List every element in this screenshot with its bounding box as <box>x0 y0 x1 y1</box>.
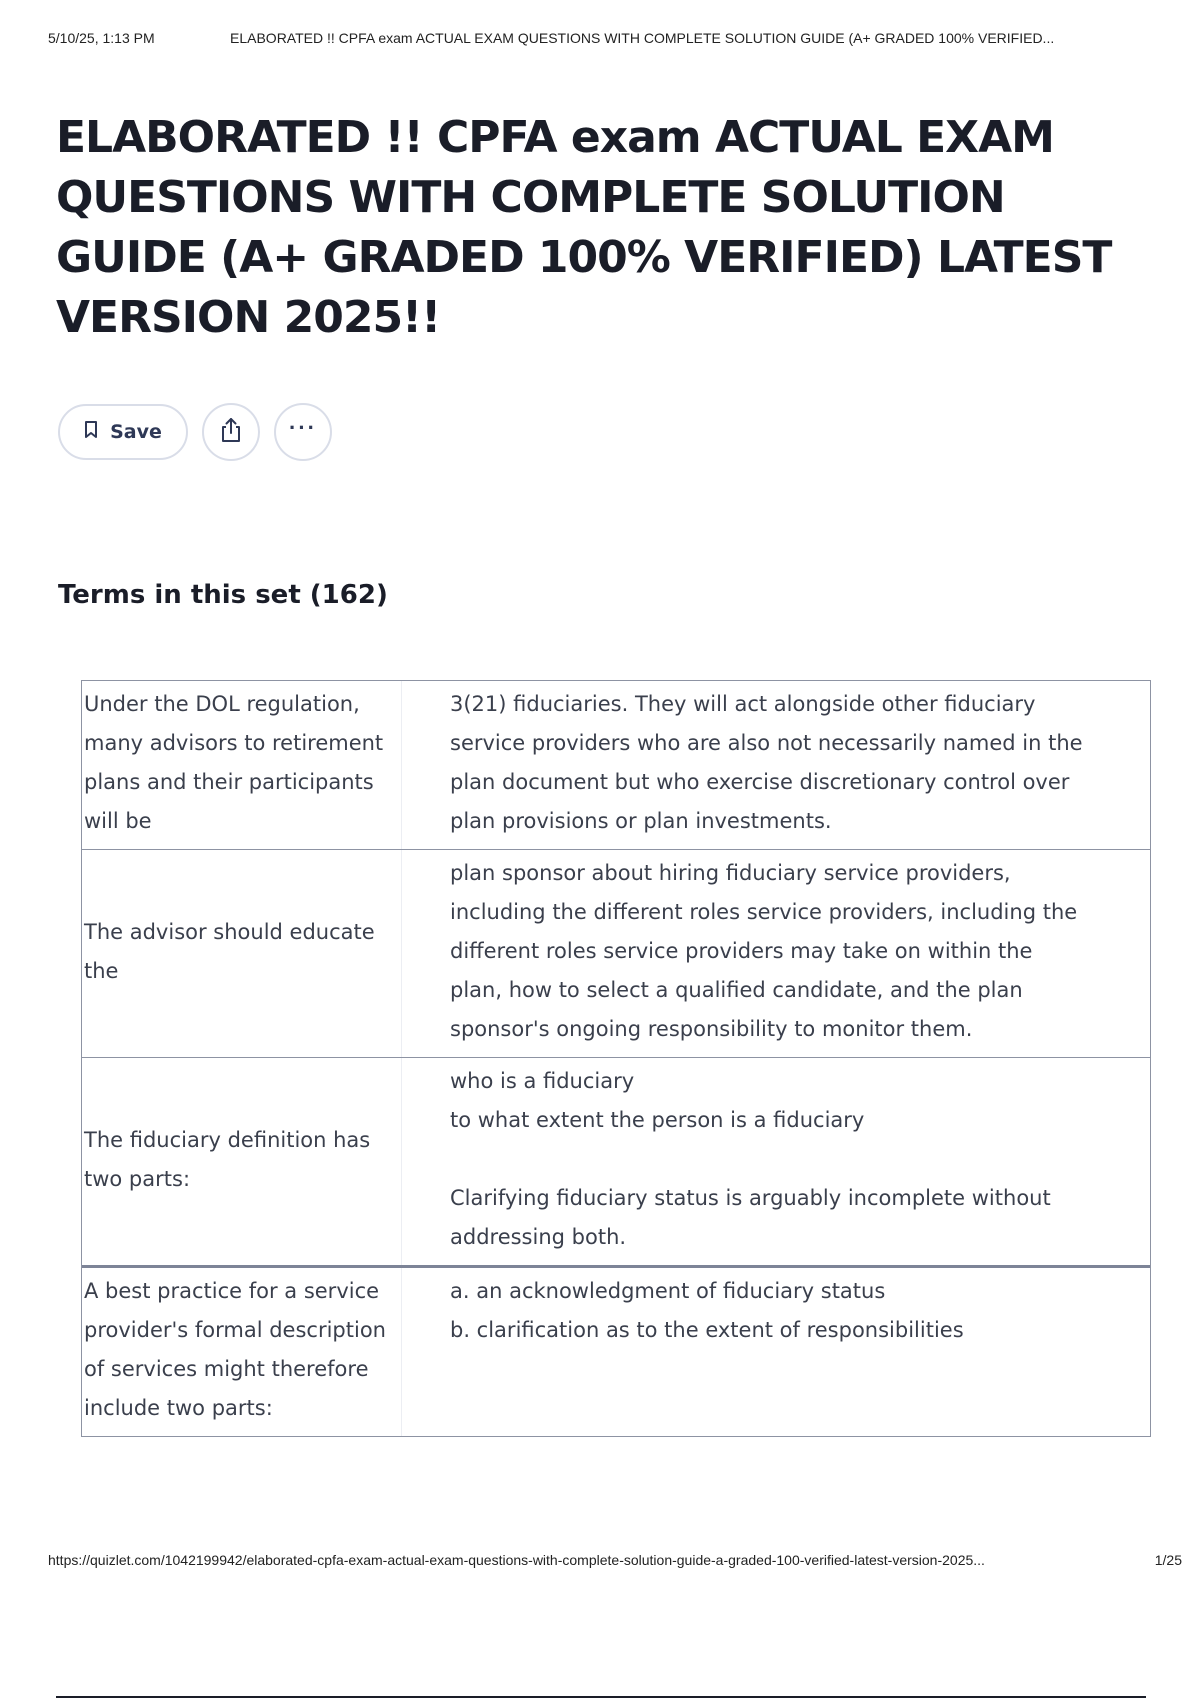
term-row <box>82 1268 1150 1436</box>
term-text: Under the DOL regulation, many advisors to retirement plans and their participants will be <box>82 681 402 849</box>
definition-text: a. an acknowledgment of fiduciary status b. clarification as to the extent of responsibilities <box>450 1279 964 1342</box>
divider <box>56 1696 1146 1698</box>
terms-table <box>81 680 1151 1437</box>
term-row <box>82 681 1150 850</box>
definition-text: who is a fiduciary to what extent the person is a fiduciary Clarifying fiduciary status is arguably incomplete without addressing both. <box>450 1069 1051 1249</box>
terms-heading: Terms in this set (162) <box>58 580 388 610</box>
page-title: ELABORATED !! CPFA exam ACTUAL EXAM QUESTIONS WITH COMPLETE SOLUTION GUIDE (A+ GRADED 100% VERIFIED) LATEST VERSION 2025!! <box>56 112 1112 343</box>
definition-text: plan sponsor about hiring fiduciary service providers, including the different roles service providers, including the different roles service providers may take on within the plan, how to select a qualified candidate, and the plan sponsor's ongoing responsibility to monitor them. <box>450 861 1078 1041</box>
save-button[interactable] <box>58 404 188 460</box>
definition-text: 3(21) fiduciaries. They will act alongside other fiduciary service providers who are also not necessarily named in the plan document but who exercise discretionary control over plan provisions or plan investments. <box>450 692 1083 833</box>
bookmark-icon <box>84 420 98 444</box>
set-actions <box>58 403 332 461</box>
term-row <box>82 850 1150 1058</box>
term-text: The advisor should educate the <box>82 850 402 1057</box>
term-text: A best practice for a service provider's formal description of services might therefore include two parts: <box>82 1268 402 1436</box>
share-button[interactable] <box>202 403 260 461</box>
print-date: 5/10/25, 1:13 PM <box>48 30 155 46</box>
page-number: 1/25 <box>1154 1552 1182 1568</box>
print-url: https://quizlet.com/1042199942/elaborated-cpfa-exam-actual-exam-questions-with-complete-solution-guide-a-graded-100-verified-latest-version-2025... <box>48 1552 985 1568</box>
save-button-label: Save <box>110 421 162 443</box>
share-icon <box>218 416 244 449</box>
term-row <box>82 1058 1150 1268</box>
print-doc-title: ELABORATED !! CPFA exam ACTUAL EXAM QUESTIONS WITH COMPLETE SOLUTION GUIDE (A+ GRADED 100% VERIFIED... <box>230 30 1055 46</box>
more-icon: ··· <box>289 415 317 440</box>
more-options-button[interactable] <box>274 403 332 461</box>
term-text: The fiduciary definition has two parts: <box>82 1058 402 1265</box>
print-header <box>48 30 1180 52</box>
